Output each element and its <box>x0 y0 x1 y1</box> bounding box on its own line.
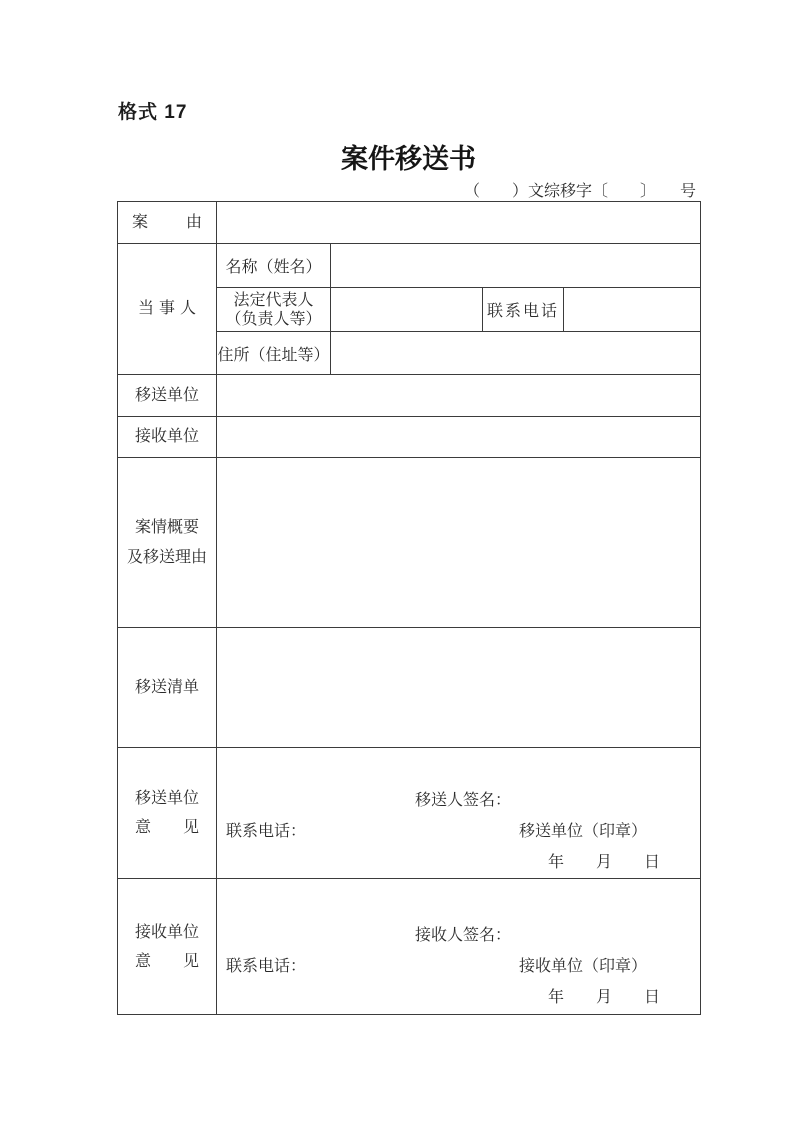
transfer-seal-label: 移送单位（印章） <box>518 823 647 840</box>
case-cause-field <box>217 202 701 244</box>
receiving-opinion-label-line1: 接收单位 <box>135 923 200 941</box>
transfer-list-field <box>217 628 701 748</box>
receiving-unit-field <box>217 417 701 458</box>
transfer-list-label: 移送清单 <box>134 678 199 696</box>
transfer-date-label: 年 月 日 <box>547 854 660 871</box>
party-phone-field <box>564 288 701 332</box>
legal-rep-label-line2: （负责人等） <box>225 310 322 328</box>
format-number-label: 格式 17 <box>118 102 188 123</box>
party-name-label: 名称（姓名） <box>225 259 322 276</box>
transfer-unit-field <box>217 375 701 417</box>
receiving-opinion-label-cell <box>118 879 217 1015</box>
transfer-opinion-label-cell <box>118 748 217 879</box>
party-address-field <box>331 332 701 375</box>
receiving-phone-label: 联系电话： <box>226 958 307 975</box>
transfer-unit-label: 移送单位 <box>134 386 199 404</box>
party-phone-label: 联系电话 <box>486 303 559 320</box>
document-title: 案件移送书 <box>341 144 476 174</box>
receiving-signer-label: 接收人签名： <box>414 927 511 944</box>
case-summary-label-cell <box>118 458 217 628</box>
case-cause-label-cell <box>118 202 217 244</box>
receiving-unit-label: 接收单位 <box>134 428 199 445</box>
party-name-label-cell <box>217 244 331 288</box>
party-name-field <box>331 244 701 288</box>
transfer-list-label-cell <box>118 628 217 748</box>
receiving-opinion-field <box>217 879 701 1015</box>
transfer-unit-label-cell <box>118 375 217 417</box>
receiving-seal-label: 接收单位（印章） <box>518 958 647 975</box>
transfer-phone-label: 联系电话： <box>226 823 307 840</box>
party-label: 当事人 <box>138 300 196 317</box>
legal-rep-field <box>331 288 483 332</box>
party-phone-label-cell <box>483 288 564 332</box>
transfer-opinion-field <box>217 748 701 879</box>
transfer-opinion-label-line2: 意见 <box>135 819 199 836</box>
case-summary-field <box>217 458 701 628</box>
party-address-label: 住所（住址等） <box>217 346 330 364</box>
receiving-date-label: 年 月 日 <box>547 989 660 1006</box>
legal-rep-label-cell <box>217 288 331 332</box>
transfer-signer-label: 移送人签名： <box>414 792 511 809</box>
transfer-opinion-label-line1: 移送单位 <box>135 790 200 807</box>
receiving-opinion-label-line2: 意见 <box>135 952 199 970</box>
receiving-unit-label-cell <box>118 417 217 458</box>
party-address-label-cell <box>217 332 331 375</box>
legal-rep-label-line1: 法定代表人 <box>233 291 314 309</box>
party-label-cell <box>118 244 217 375</box>
case-transfer-form-table <box>117 201 701 1015</box>
case-cause-label: 案由 <box>132 213 202 231</box>
document-reference-number: （ ）文综移字〔 〕 号 <box>463 183 696 200</box>
case-summary-label-line1: 案情概要 <box>134 518 199 536</box>
case-summary-label-line2: 及移送理由 <box>126 548 207 566</box>
